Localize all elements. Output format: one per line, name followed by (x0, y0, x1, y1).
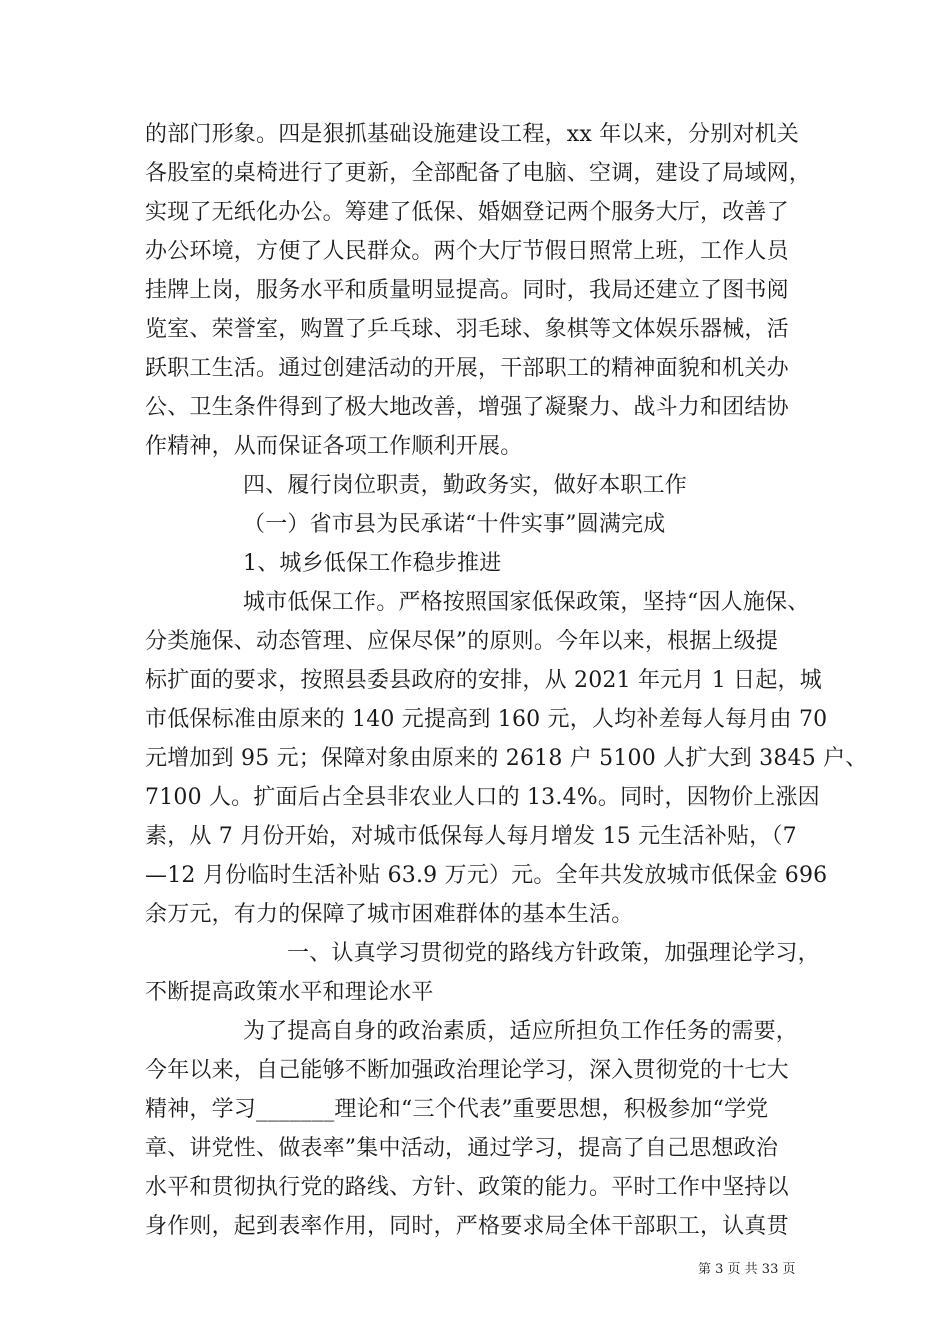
subsection-heading: （一）省市县为民承诺“十件实事”圆满完成 (243, 512, 666, 537)
body-text-line: 今年以来，自己能够不断加强政治理论学习，深入贯彻党的十七大 (145, 1058, 789, 1083)
body-text-line: 7100 人。扩面后占全县非农业人口的 13.4%。同时，因物价上涨因 (145, 785, 820, 810)
body-text-line: 精神，学习_______理论和“三个代表”重要思想，积极参加“学党 (145, 1097, 769, 1122)
body-text-line: 公、卫生条件得到了极大地改善，增强了凝聚力、战斗力和团结协 (145, 395, 789, 420)
body-text-line: —12 月份临时生活补贴 63.9 万元）元。全年共发放城市低保金 696 (145, 863, 828, 888)
body-text-line: 余万元，有力的保障了城市困难群体的基本生活。 (145, 902, 634, 927)
body-text-line: 身作则，起到表率作用，同时，严格要求局全体干部职工，认真贯 (145, 1214, 789, 1239)
body-text-line: 为了提高自身的政治素质，适应所担负工作任务的需要， (243, 1019, 799, 1044)
body-text-line: 分类施保、动态管理、应保尽保”的原则。今年以来，根据上级提 (145, 629, 779, 654)
body-text-line: 作精神，从而保证各项工作顺利开展。 (145, 434, 523, 459)
body-text-line: 挂牌上岗，服务水平和质量明显提高。同时，我局还建立了图书阅 (145, 278, 789, 303)
body-text-line: 市低保标准由原来的 140 元提高到 160 元，人均补差每人每月由 70 (145, 707, 828, 732)
body-text-line: 元增加到 95 元；保障对象由原来的 2618 户 5100 人扩大到 3845 户、 (145, 746, 868, 771)
page-number-footer: 第 3 页 共 33 页 (698, 1262, 796, 1277)
body-text-line: 素，从 7 月份开始，对城市低保每人每月增发 15 元生活补贴，（7 (145, 824, 797, 849)
section-heading: 一、认真学习贯彻党的路线方针政策，加强理论学习， (287, 941, 820, 966)
body-text-line: 的部门形象。四是狠抓基础设施建设工程，xx 年以来，分别对机关 (145, 122, 800, 147)
section-heading: 四、履行岗位职责，勤政务实，做好本职工作 (243, 473, 688, 498)
section-heading-continued: 不断提高政策水平和理论水平 (145, 980, 434, 1005)
body-text-line: 办公环境，方便了人民群众。两个大厅节假日照常上班，工作人员 (145, 239, 789, 264)
body-text-line: 跃职工生活。通过创建活动的开展，干部职工的精神面貌和机关办 (145, 356, 789, 381)
body-text-line: 各股室的桌椅进行了更新，全部配备了电脑、空调，建设了局域网， (145, 161, 812, 186)
body-text-line: 城市低保工作。严格按照国家低保政策，坚持“因人施保、 (243, 590, 810, 615)
body-text-line: 览室、荣誉室，购置了乒乓球、羽毛球、象棋等文体娱乐器械，活 (145, 317, 789, 342)
item-heading: 1、城乡低保工作稳步推进 (243, 551, 502, 576)
body-text-line: 实现了无纸化办公。筹建了低保、婚姻登记两个服务大厅，改善了 (145, 200, 789, 225)
body-text-line: 水平和贯彻执行党的路线、方针、政策的能力。平时工作中坚持以 (145, 1175, 789, 1200)
body-text-line: 标扩面的要求，按照县委县政府的安排，从 2021 年元月 1 日起，城 (145, 668, 822, 693)
body-text-line: 章、讲党性、做表率”集中活动，通过学习，提高了自己思想政治 (145, 1136, 779, 1161)
